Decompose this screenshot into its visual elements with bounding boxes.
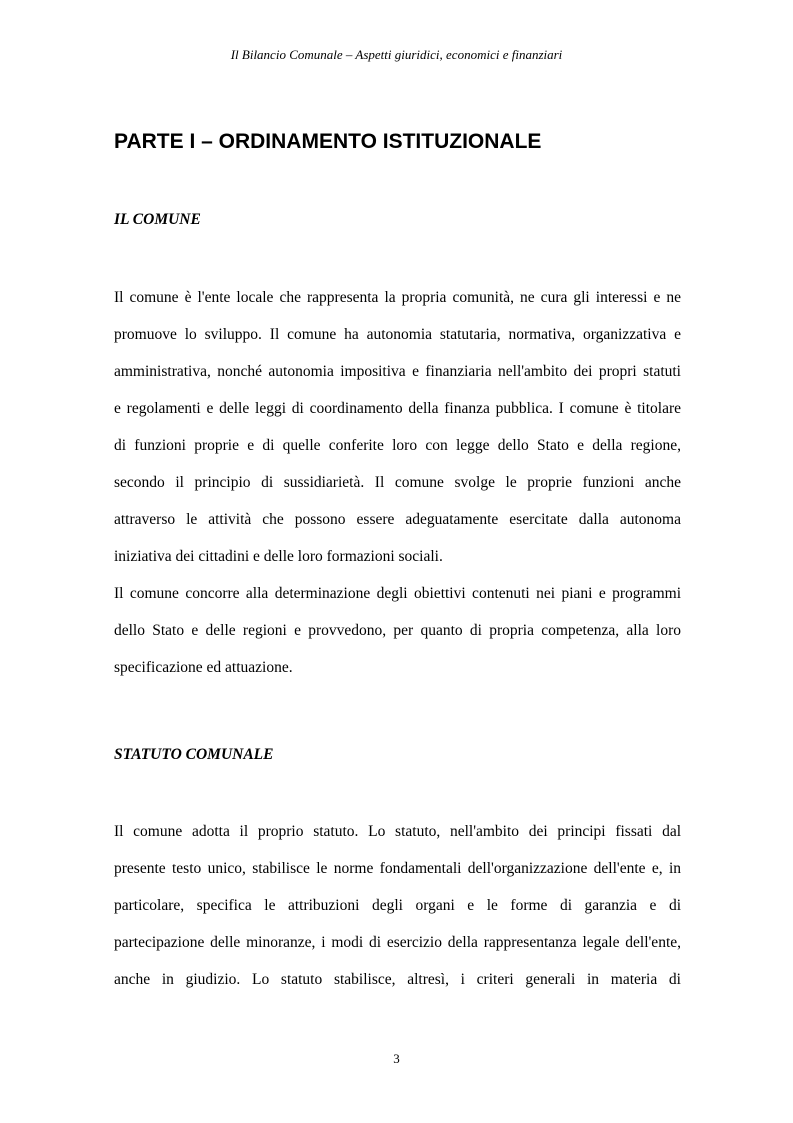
text-line: Il comune concorre alla determinazione degli obiettivi contenuti nei piani e programmi bbox=[114, 585, 681, 602]
text-line: promuove lo sviluppo. Il comune ha autonomia statutaria, normativa, organizzativa e bbox=[114, 326, 681, 343]
text-line: specificazione ed attuazione. bbox=[114, 659, 293, 676]
paragraph-comune-definizione bbox=[114, 279, 681, 575]
section-heading-il-comune: IL COMUNE bbox=[114, 211, 201, 228]
text-line: attraverso le attività che possono essere adeguatamente esercitate dalla autonoma bbox=[114, 511, 681, 528]
text-line: amministrativa, nonché autonomia impositiva e finanziaria nell'ambito dei propri statuti bbox=[114, 363, 681, 380]
text-line: Il comune adotta il proprio statuto. Lo statuto, nell'ambito dei principi fissati dal bbox=[114, 823, 681, 840]
running-header: Il Bilancio Comunale – Aspetti giuridici, economici e finanziari bbox=[230, 47, 563, 62]
text-line: partecipazione delle minoranze, i modi di esercizio della rappresentanza legale dell'ente, bbox=[114, 934, 681, 951]
section-heading-statuto-comunale: STATUTO COMUNALE bbox=[114, 746, 274, 763]
text-line: Il comune è l'ente locale che rappresenta la propria comunità, ne cura gli interessi e ne bbox=[114, 289, 681, 306]
page-number: 3 bbox=[393, 1051, 400, 1066]
text-line: presente testo unico, stabilisce le norme fondamentali dell'organizzazione dell'ente e, in bbox=[114, 860, 681, 877]
text-line: e regolamenti e delle leggi di coordinamento della finanza pubblica. I comune è titolare bbox=[114, 400, 681, 417]
paragraph-statuto bbox=[114, 813, 681, 998]
text-line: anche in giudizio. Lo statuto stabilisce, altresì, i criteri generali in materia di bbox=[114, 971, 681, 988]
text-line: iniziativa dei cittadini e delle loro formazioni sociali. bbox=[114, 548, 443, 565]
paragraph-comune-obiettivi bbox=[114, 575, 681, 686]
text-line: particolare, specifica le attribuzioni degli organi e le forme di garanzia e di bbox=[114, 897, 681, 914]
part-title: PARTE I – ORDINAMENTO ISTITUZIONALE bbox=[114, 130, 542, 153]
text-line: dello Stato e delle regioni e provvedono, per quanto di propria competenza, alla loro bbox=[114, 622, 681, 639]
text-line: secondo il principio di sussidiarietà. Il comune svolge le proprie funzioni anche bbox=[114, 474, 681, 491]
text-line: di funzioni proprie e di quelle conferite loro con legge dello Stato e della regione, bbox=[114, 437, 681, 454]
